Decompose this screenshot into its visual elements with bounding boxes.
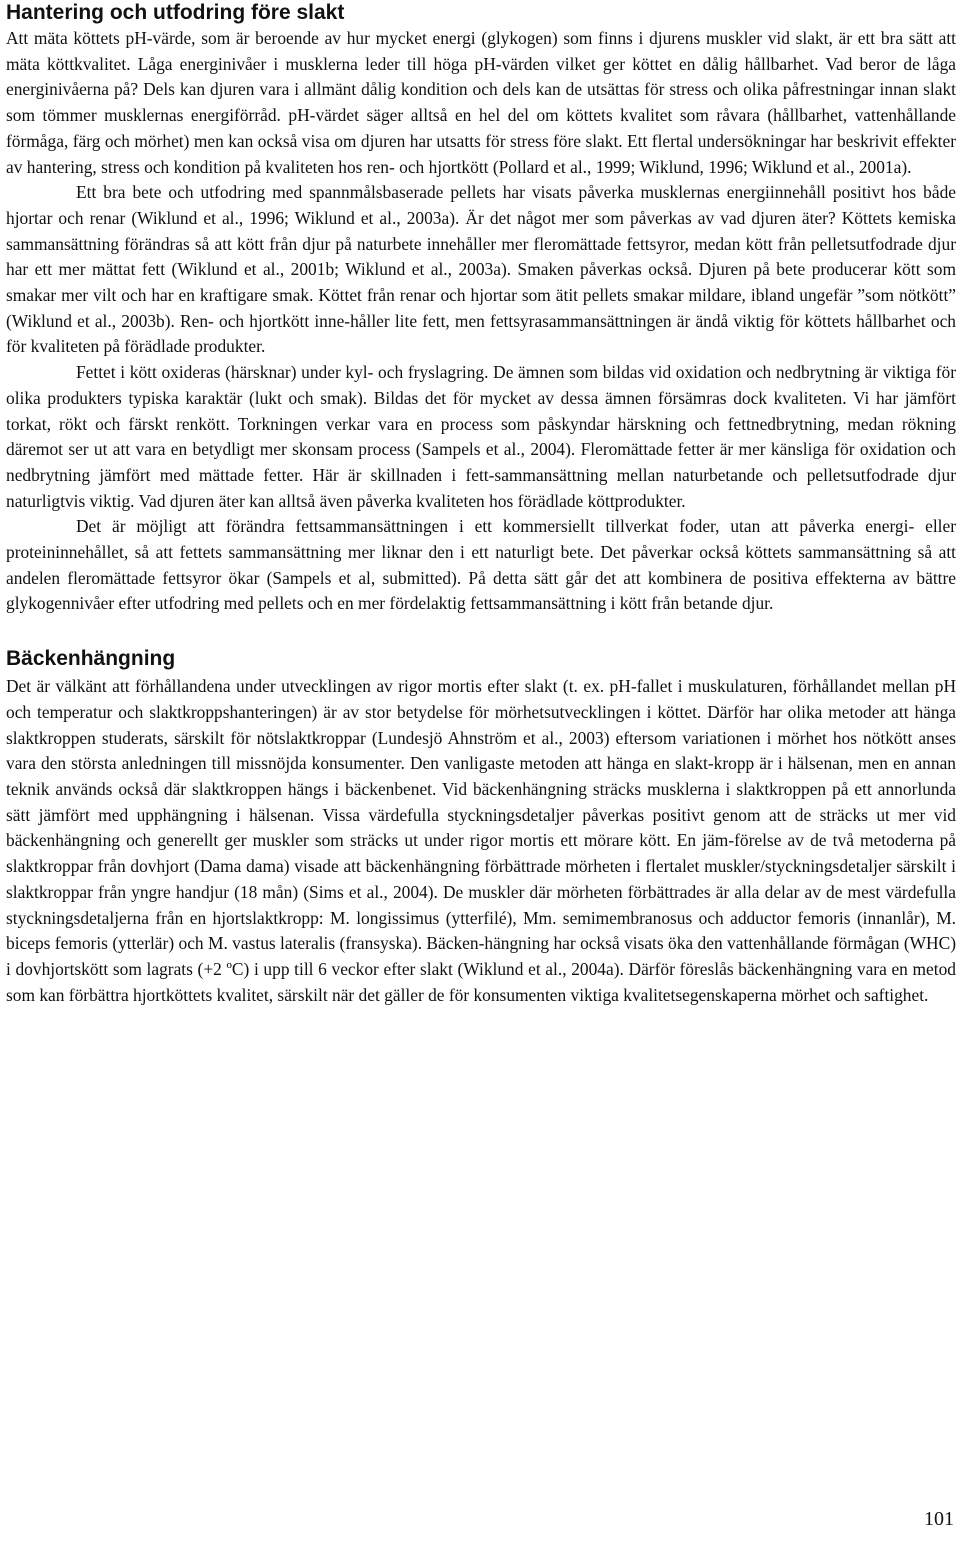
paragraph-3: Fettet i kött oxideras (härsknar) under kyl- och fryslagring. De ämnen som bildas vid oxidation och nedbrytning är viktiga för olika produkters typiska karaktär (lukt och smak). Bildas det för mycket av dessa ämnen försämras dock kvaliteten. Vi har jämfört torkat, rökt och färskt renkött. Torkningen verkar vara en process som påskyndar härskning och fettnedbrytning, medan rökning däremot ser ut att vara en betydligt mer skonsam process (Sampels et al., 2004). Fleromättade fetter är mer känsliga för oxidation och nedbrytning jämfört med mättade fetter. Här är skillnaden i fett-sammansättning mellan naturbetande och pelletsutfodrade djur naturligtvis viktig. Vad djuren äter kan alltså även påverka kvaliteten hos förädlade köttprodukter.: [6, 362, 956, 511]
paragraph-1: Att mäta köttets pH-värde, som är beroende av hur mycket energi (glykogen) som finns i djurens muskler vid slakt, är ett bra sätt att mäta köttkvalitet. Låga energinivåer i musklerna leder till höga pH-värden vilket ger köttet en dålig hållbarhet. Vad beror de låga energinivåerna på? Dels kan djuren vara i allmänt dålig kondition och dels kan de utsättas för stress och olika påfrestningar innan slakt som tömmer musklernas energiförråd. pH-värdet säger alltså en hel del om köttets kvalitet som råvara (hållbarhet, vattenhållande förmåga, färg och mörhet) men kan också visa om djuren har utsatts för stress före slakt. Ett flertal undersökningar har beskrivit effekter av hantering, stress och kondition på kvaliteten hos ren- och hjortkött (Pollard et al., 1999; Wiklund, 1996; Wiklund et al., 2001a).: [6, 28, 956, 177]
section-heading-backenhangning: Bäckenhängning: [6, 647, 176, 671]
document-page: [6, 0, 956, 1008]
paragraph-4: Det är möjligt att förändra fettsammansättningen i ett kommersiellt tillverkat foder, utan att påverka energi- eller proteininnehållet, så att fettets sammansättning mer liknar den i ett naturligt bete. Det påverkar också köttets sammansättning så att andelen fleromättade fettsyror ökar (Sampels et al, submitted). På detta sätt går det att kombinera de positiva effekterna av bättre glykogennivåer efter utfodring med pellets och en mer fördelaktig fettsammansättning i kött från betande djur.: [6, 516, 956, 614]
paragraph-5: Det är välkänt att förhållandena under utvecklingen av rigor mortis efter slakt (t. ex. pH-fallet i muskulaturen, förhållandet mellan pH och temperatur och slaktkroppshanteringen) är av stor betydelse för mörhetsutvecklingen i köttet. Därför har olika metoder att hänga slaktkroppen studerats, särskilt för nötslaktkroppar (Lundesjö Ahnström et al., 2003) eftersom variationen i mörhet hos nötkött anses vara den största anledningen till missnöjda konsumenter. Den vanligaste metoden att hänga en slakt-kropp är i hälsenan, men en annan teknik används också där slaktkroppen hängs i bäckenbenet. Vid bäckenhängning sträcks musklerna i slaktkroppen på ett annorlunda sätt jämfört med upphängning i hälsenan. Vissa värdefulla styckningsdetaljer påverkas positivt genom att de sträcks ut mer vid bäckenhängning och generellt ger muskler som sträcks ut under rigor mortis ett mörare kött. En jäm-förelse av de två metoderna på slaktkroppar från dovhjort (Dama dama) visade att bäckenhängning förbättrade mörheten i flertalet muskler/styckningsdetaljer särskilt i slaktkroppar från yngre handjur (18 mån) (Sims et al., 2004). De muskler där mörheten förbättrades är alla delar av de mest värdefulla styckningsdetaljerna från en hjortslaktkropp: M. longissimus (ytterfilé), Mm. semimembranosus och adductor femoris (innanlår), M. biceps femoris (ytterlär) och M. vastus lateralis (fransyska). Bäcken-hängning har också visats öka den vattenhållande förmågan (WHC) i dovhjortskött som lagrats (+2 ºC) i upp till 6 veckor efter slakt (Wiklund et al., 2004a). Därför föreslås bäckenhängning vara en metod som kan förbättra hjortköttets kvalitet, särskilt när det gäller de för konsumenten viktiga kvalitetsegenskaperna mörhet och saftighet.: [6, 676, 956, 1005]
page-number: 101: [924, 1508, 954, 1530]
paragraph-2: Ett bra bete och utfodring med spannmålsbaserade pellets har visats påverka musklernas energiinnehåll positivt hos både hjortar och renar (Wiklund et al., 1996; Wiklund et al., 2003a). Är det något mer som påverkas av vad djuren äter? Köttets kemiska sammansättning förändras så att kött från djur på naturbete innehåller mer fleromättade fettsyror, medan kött från pelletsutfodrade djur har ett mer mättat fett (Wiklund et al., 2001b; Wiklund et al., 2003a). Smaken påverkas också. Djuren på bete producerar kött som smakar mer vilt och har en kraftigare smak. Köttet från renar och hjortar som ätit pellets smakar mildare, ibland ungefär ”som nötkött” (Wiklund et al., 2003b). Ren- och hjortkött inne-håller lite fett, men fettsyrasammansättningen är ändå viktig för köttets hållbarhet och för kvaliteten på förädlade produkter.: [6, 182, 956, 357]
section-heading-hantering: Hantering och utfodring före slakt: [6, 1, 345, 24]
